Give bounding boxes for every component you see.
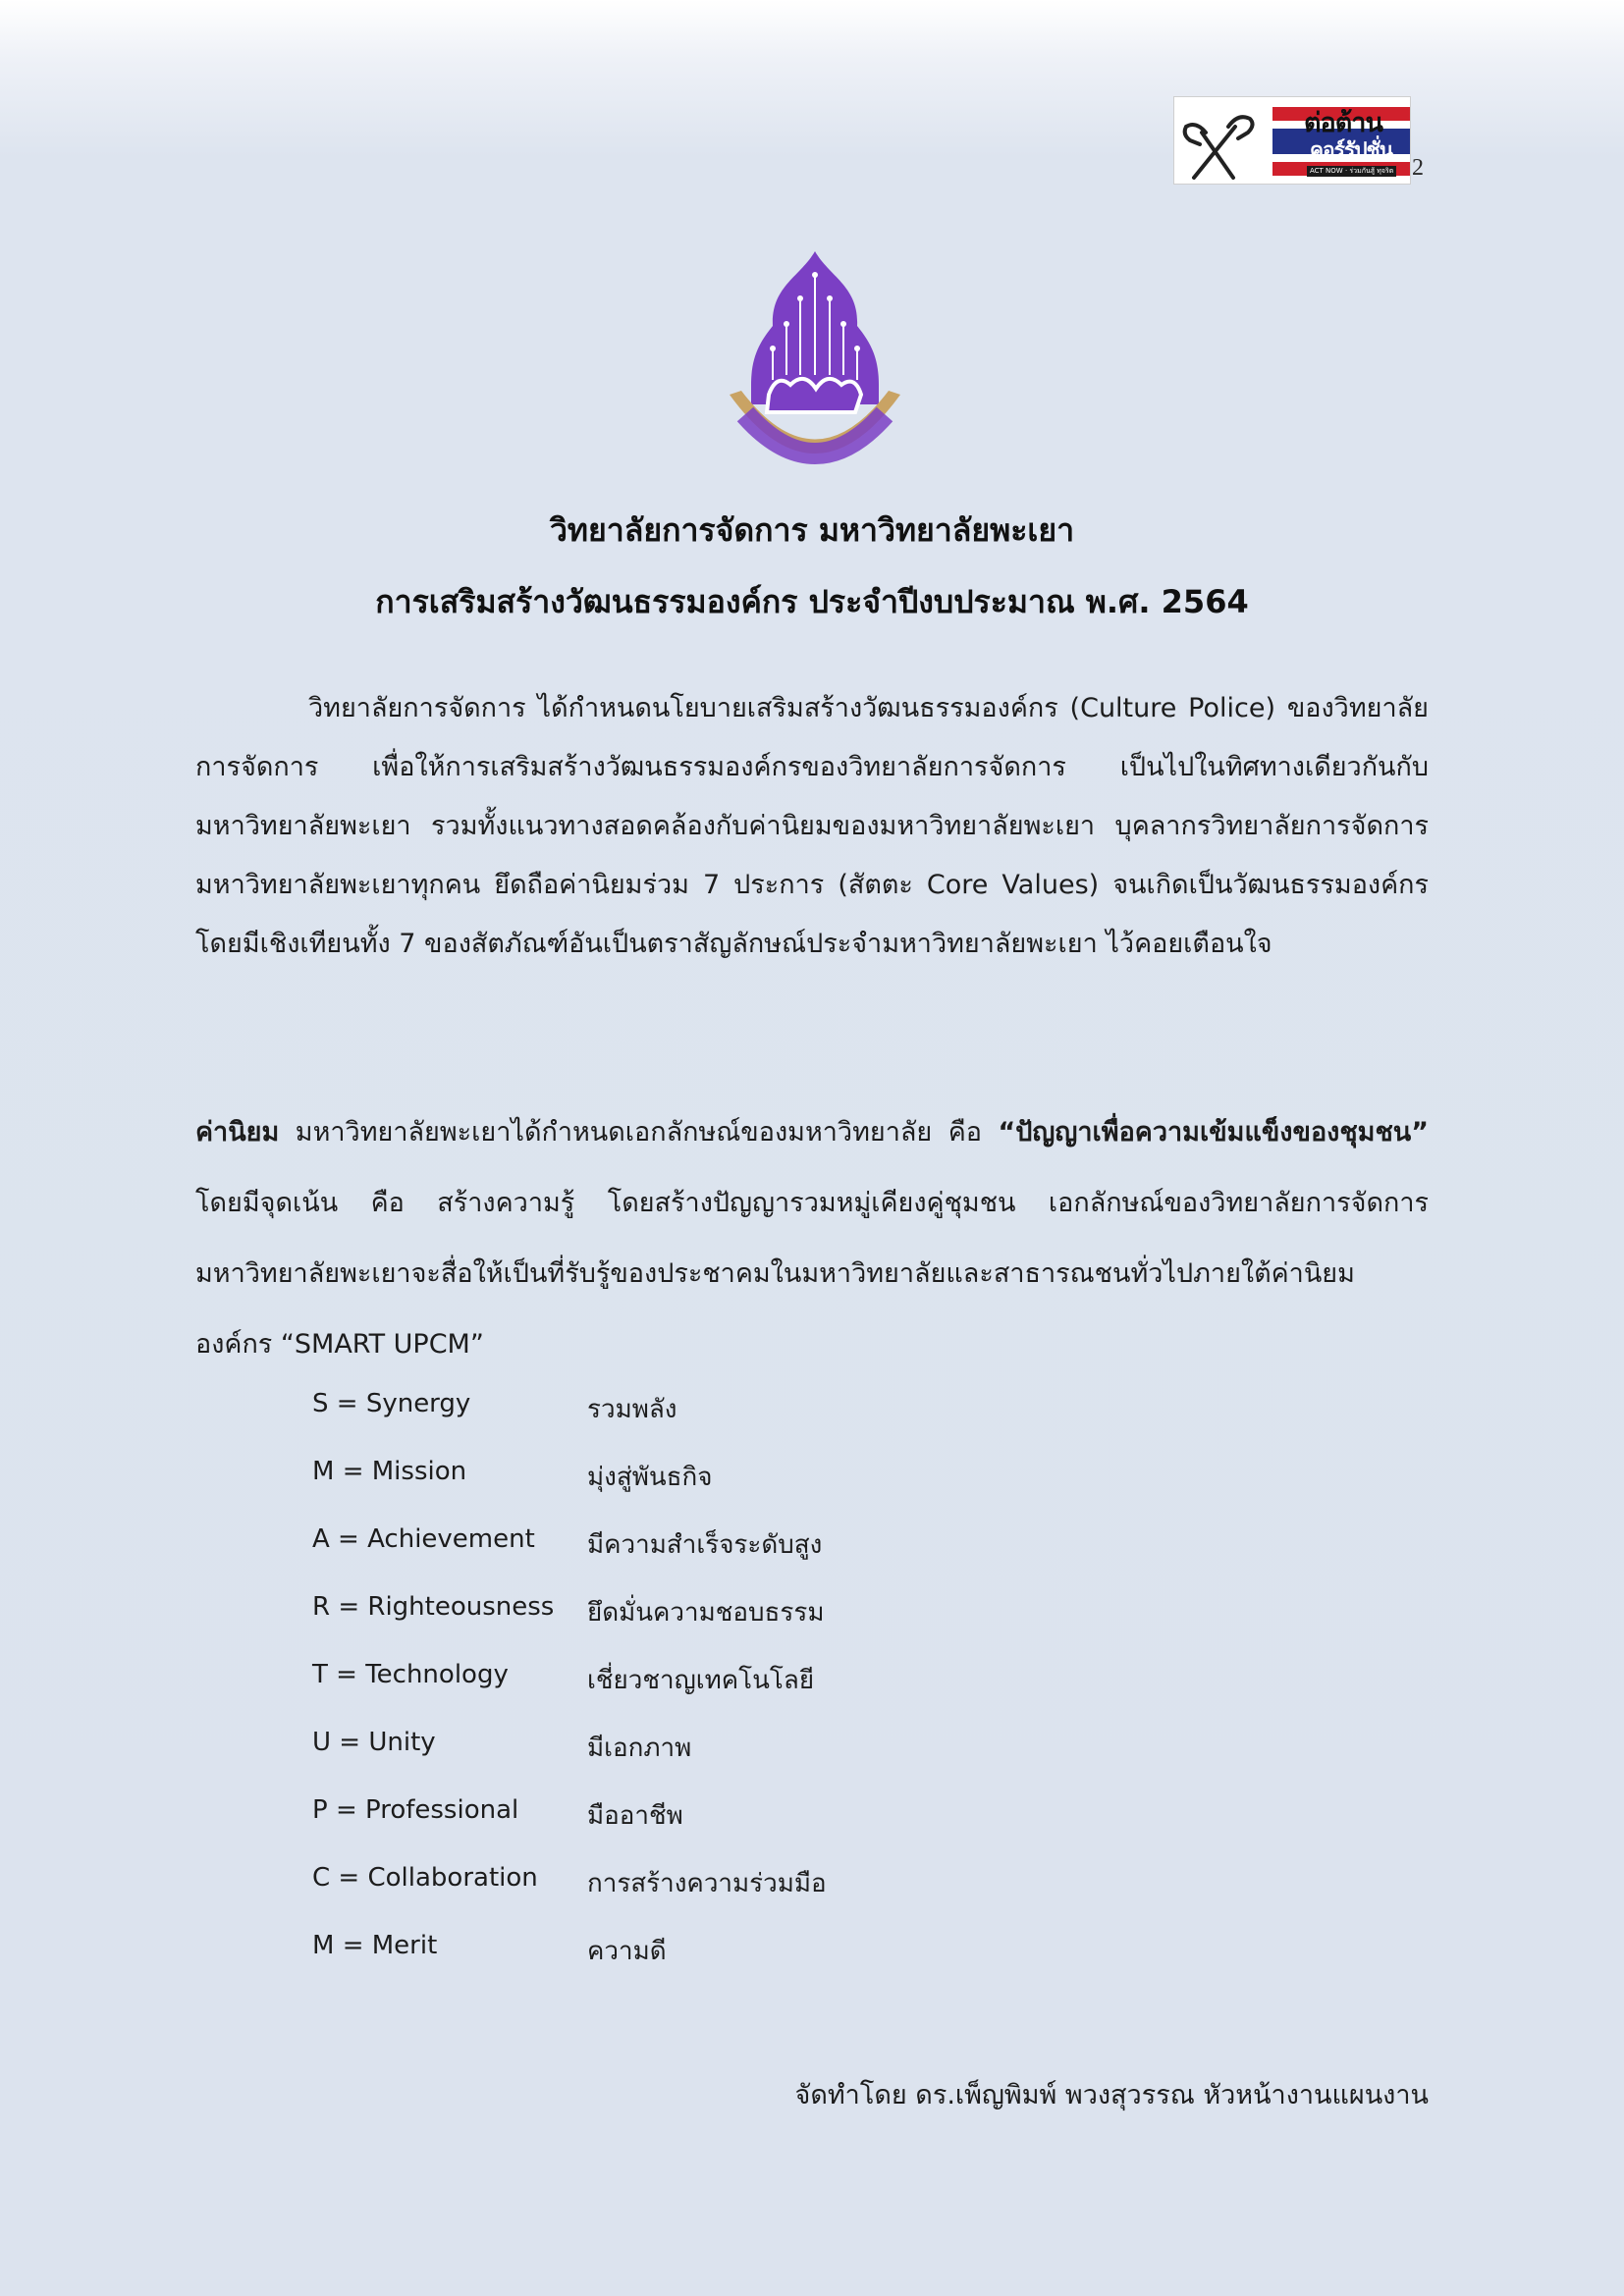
value-code: M = Mission <box>312 1457 467 1486</box>
value-meaning: รวมพลัง <box>587 1395 677 1424</box>
university-emblem-icon <box>722 247 908 493</box>
value-code: P = Professional <box>312 1795 519 1825</box>
anti-logo-line3: ACT NOW · ร่วมกันสู้ ทุจริต <box>1307 166 1396 177</box>
value-meaning: มืออาชีพ <box>587 1801 683 1831</box>
value-code: U = Unity <box>312 1728 436 1757</box>
document-title-line1: วิทยาลัยการจัดการ มหาวิทยาลัยพะเยา <box>549 511 1075 549</box>
values-paragraph <box>195 1097 1429 1380</box>
value-code: A = Achievement <box>312 1524 535 1554</box>
value-meaning: มุ่งสู่พันธกิจ <box>587 1463 713 1492</box>
values-text-1: มหาวิทยาลัยพะเยาได้กำหนดเอกลักษณ์ของมหาวิทยาลัย คือ <box>279 1117 999 1148</box>
value-meaning: การสร้างความร่วมมือ <box>587 1869 827 1898</box>
signature-line: จัดทำโดย ดร.เพ็ญพิมพ์ พวงสุวรรณ หัวหน้างานแผนงาน <box>794 2080 1429 2110</box>
value-code: T = Technology <box>312 1660 509 1689</box>
anti-corruption-logo <box>1173 96 1411 185</box>
value-meaning: ความดี <box>587 1937 667 1966</box>
value-code: C = Collaboration <box>312 1863 538 1893</box>
values-label: ค่านิยม <box>195 1117 280 1148</box>
intro-paragraph <box>195 679 1429 974</box>
values-slogan: “ปัญญาเพื่อความเข้มแข็งของชุมชน” <box>998 1117 1429 1148</box>
document-title-line2: การเสริมสร้างวัฒนธรรมองค์กร ประจำปีงบประมาณ พ.ศ. 2564 <box>375 583 1249 620</box>
value-code: R = Righteousness <box>312 1592 555 1622</box>
value-meaning: เชี่ยวชาญเทคโนโลยี <box>587 1666 815 1695</box>
values-text-2: โดยมีจุดเน้น คือ สร้างความรู้ โดยสร้างปัญญารวมหมู่เคียงคู่ชุมชน เอกลักษณ์ของวิทยาลัยการจัดการ มหาวิทยาลัยพะเยาจะสื่อให้เป็นที่รับรู้ของประชาคมในมหาวิทยาลัยและสาธารณชนทั่วไปภายใต้ค่านิยมองค์กร “SMART UPCM” <box>195 1188 1429 1360</box>
page-number: 2 <box>1412 155 1424 181</box>
intro-paragraph-text: วิทยาลัยการจัดการ ได้กำหนดนโยบายเสริมสร้างวัฒนธรรมองค์กร (Culture Police) ของวิทยาลัยการจัดการ เพื่อให้การเสริมสร้างวัฒนธรรมองค์กรของวิทยาลัยการจัดการ เป็นไปในทิศทางเดียวกันกับมหาวิทยาลัยพะเยา รวมทั้งแนวทางสอดคล้องกับค่านิยมของมหาวิทยาลัยพะเยา บุคลากรวิทยาลัยการจัดการมหาวิทยาลัยพะเยาทุกคน ยึดถือค่านิยมร่วม 7 ประการ (สัตตะ Core Values) จนเกิดเป็นวัฒนธรรมองค์กร โดยมีเชิงเทียนทั้ง 7 ของสัตภัณฑ์อันเป็นตราสัญลักษณ์ประจำมหาวิทยาลัยพะเยา ไว้คอยเตือนใจ <box>195 693 1429 959</box>
value-meaning: มีเอกภาพ <box>587 1734 692 1763</box>
anti-logo-line1: ต่อต้าน <box>1304 108 1382 138</box>
value-meaning: ยึดมั่นความชอบธรรม <box>587 1598 825 1628</box>
anti-logo-line2: คอร์รัปชั่น <box>1310 138 1393 162</box>
value-code: M = Merit <box>312 1931 438 1960</box>
value-meaning: มีความสำเร็จระดับสูง <box>587 1530 823 1560</box>
value-code: S = Synergy <box>312 1389 471 1418</box>
